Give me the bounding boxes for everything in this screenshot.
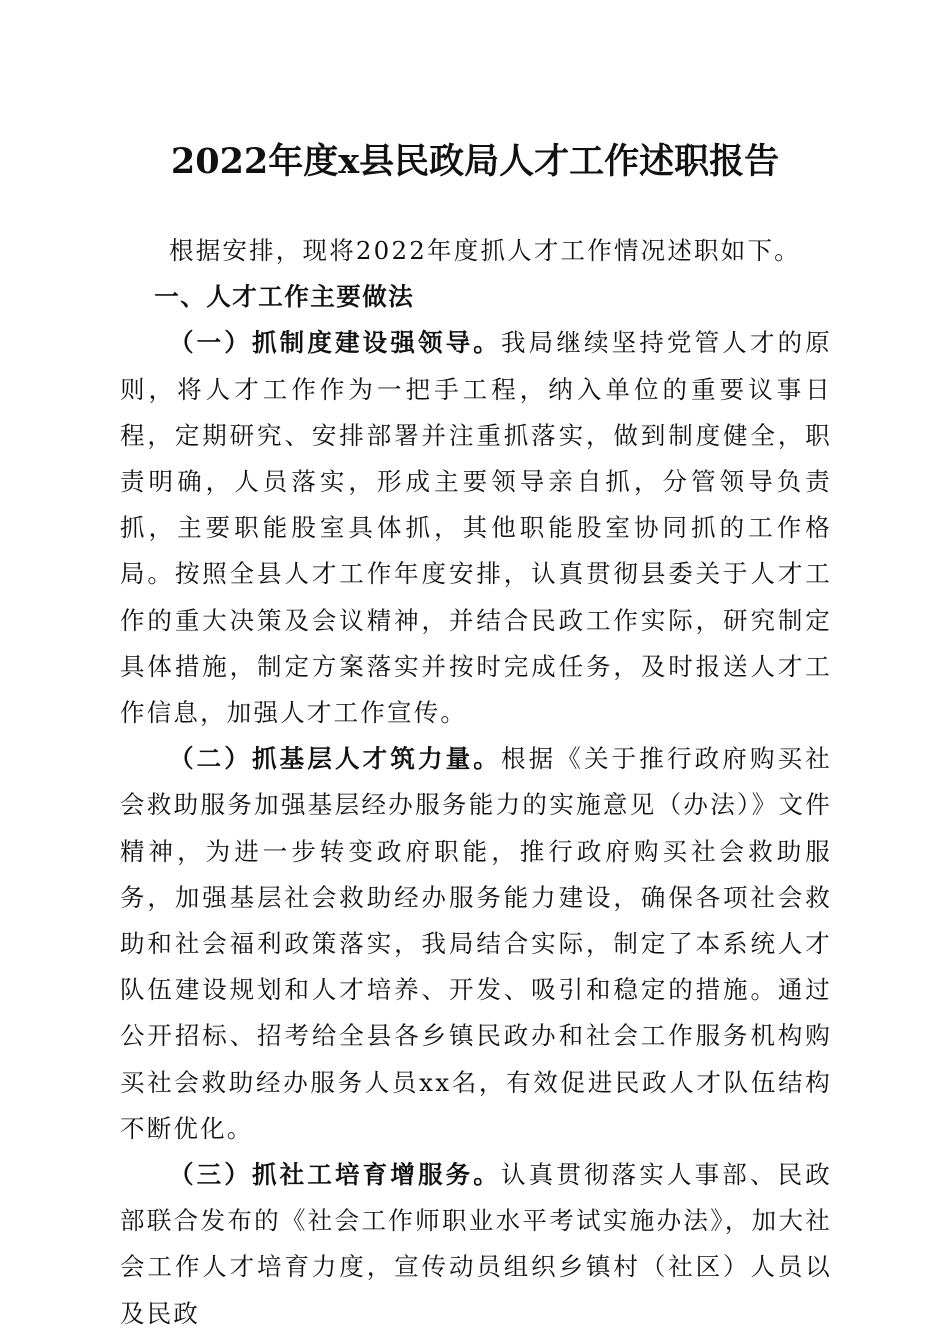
section-heading: 一、人才工作主要做法: [154, 282, 415, 312]
paragraph-2-lead: （二）抓基层人才筑力量。: [169, 744, 501, 774]
paragraph-1: [120, 320, 832, 736]
paragraph-2: [120, 736, 832, 1152]
document-body: [120, 228, 832, 1337]
intro-paragraph: 根据安排，现将2022年度抓人才工作情况述职如下。: [169, 236, 801, 265]
paragraph-3: [120, 1152, 832, 1337]
paragraph-3-text: 认真贯彻落实人事部、民政部联合发布的《社会工作师职业水平考试实施办法》，加大社会工作人才培育力度，宣传动员组织乡镇村（社区）人员以及民政: [120, 1160, 832, 1328]
paragraph-1-lead: （一）抓制度建设强领导。: [169, 328, 501, 358]
paragraph-1-text: 我局继续坚持党管人才的原则，将人才工作作为一把手工程，纳入单位的重要议事日程，定期研究、安排部署并注重抓落实，做到制度健全，职责明确，人员落实，形成主要领导亲自抓，分管领导负责抓，主要职能股室具体抓，其他职能股室协同抓的工作格局。按照全县人才工作年度安排，认真贯彻县委关于人才工作的重大决策及会议精神，并结合民政工作实际，研究制定具体措施，制定方案落实并按时完成任务，及时报送人才工作信息，加强人才工作宣传。: [120, 328, 832, 728]
paragraph-3-lead: （三）抓社工培育增服务。: [169, 1160, 501, 1190]
paragraph-2-text: 根据《关于推行政府购买社会救助服务加强基层经办服务能力的实施意见（办法）》文件精神，为进一步转变政府职能，推行政府购买社会救助服务，加强基层社会救助经办服务能力建设，确保各项社会救助和社会福利政策落实，我局结合实际，制定了本系统人才队伍建设规划和人才培养、开发、吸引和稳定的措施。通过公开招标、招考给全县各乡镇民政办和社会工作服务机构购买社会救助经办服务人员xx名，有效促进民政人才队伍结构不断优化。: [120, 744, 832, 1143]
document-title: 2022年度x县民政局人才工作述职报告: [170, 141, 780, 182]
